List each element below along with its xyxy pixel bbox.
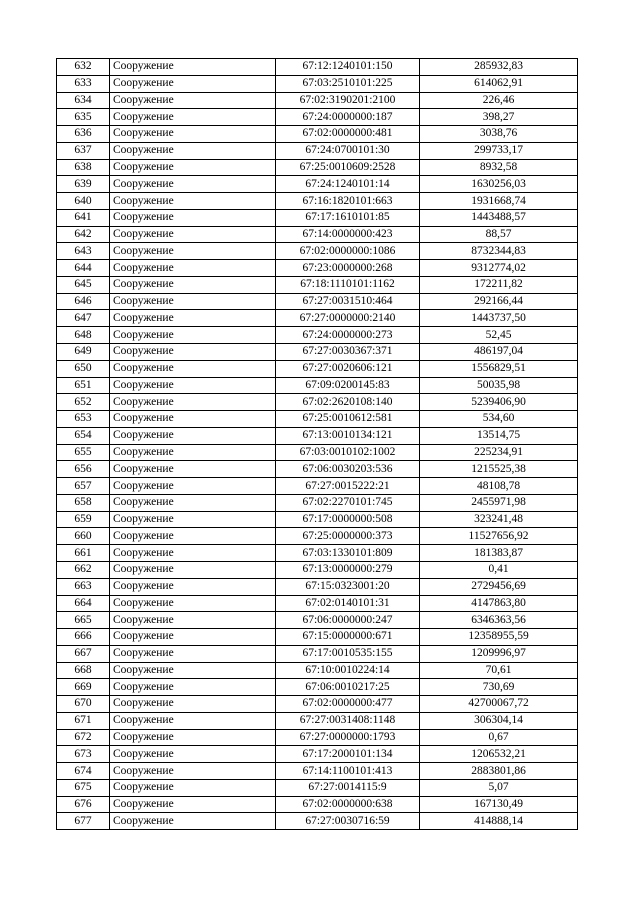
table-row (57, 746, 578, 763)
cadastral-number-cell: 67:02:3190201:2100 (276, 92, 420, 109)
row-number-cell: 654 (57, 427, 110, 444)
cadastral-value-cell: 5,07 (420, 779, 578, 796)
row-number-cell: 674 (57, 763, 110, 780)
cadastral-value-cell: 730,69 (420, 679, 578, 696)
object-type-cell: Сооружение (110, 360, 276, 377)
object-type-cell: Сооружение (110, 327, 276, 344)
object-type-cell: Сооружение (110, 561, 276, 578)
cadastral-number-cell: 67:27:0031510:464 (276, 293, 420, 310)
object-type-cell: Сооружение (110, 511, 276, 528)
table-row (57, 679, 578, 696)
table-row (57, 813, 578, 830)
cadastral-value-cell: 181383,87 (420, 545, 578, 562)
cadastral-value-cell: 50035,98 (420, 377, 578, 394)
row-number-cell: 677 (57, 813, 110, 830)
cadastral-number-cell: 67:27:0014115:9 (276, 779, 420, 796)
row-number-cell: 665 (57, 612, 110, 629)
table-row (57, 109, 578, 126)
cadastral-number-cell: 67:03:0010102:1002 (276, 444, 420, 461)
row-number-cell: 647 (57, 310, 110, 327)
row-number-cell: 667 (57, 645, 110, 662)
cadastral-value-cell: 226,46 (420, 92, 578, 109)
object-type-cell: Сооружение (110, 260, 276, 277)
cadastral-value-cell: 3038,76 (420, 126, 578, 143)
table-row (57, 595, 578, 612)
object-type-cell: Сооружение (110, 478, 276, 495)
table-row (57, 528, 578, 545)
cadastral-number-cell: 67:23:0000000:268 (276, 260, 420, 277)
table-row (57, 561, 578, 578)
row-number-cell: 644 (57, 260, 110, 277)
row-number-cell: 676 (57, 796, 110, 813)
row-number-cell: 653 (57, 411, 110, 428)
cadastral-value-cell: 5239406,90 (420, 394, 578, 411)
row-number-cell: 641 (57, 209, 110, 226)
cadastral-value-cell: 225234,91 (420, 444, 578, 461)
cadastral-number-cell: 67:27:0030367:371 (276, 344, 420, 361)
row-number-cell: 672 (57, 729, 110, 746)
row-number-cell: 658 (57, 494, 110, 511)
cadastral-value-cell: 0,67 (420, 729, 578, 746)
object-type-cell: Сооружение (110, 796, 276, 813)
object-type-cell: Сооружение (110, 59, 276, 76)
cadastral-value-cell: 172211,82 (420, 276, 578, 293)
object-type-cell: Сооружение (110, 595, 276, 612)
table-row (57, 545, 578, 562)
table-row (57, 696, 578, 713)
cadastral-number-cell: 67:03:2510101:225 (276, 75, 420, 92)
row-number-cell: 637 (57, 142, 110, 159)
cadastral-value-cell: 2455971,98 (420, 494, 578, 511)
row-number-cell: 673 (57, 746, 110, 763)
row-number-cell: 642 (57, 226, 110, 243)
row-number-cell: 645 (57, 276, 110, 293)
cadastral-value-cell: 6346363,56 (420, 612, 578, 629)
table-row (57, 461, 578, 478)
cadastral-number-cell: 67:02:0000000:638 (276, 796, 420, 813)
row-number-cell: 657 (57, 478, 110, 495)
cadastral-value-cell: 1443488,57 (420, 209, 578, 226)
object-type-cell: Сооружение (110, 612, 276, 629)
object-type-cell: Сооружение (110, 226, 276, 243)
row-number-cell: 675 (57, 779, 110, 796)
row-number-cell: 669 (57, 679, 110, 696)
table-row (57, 293, 578, 310)
object-type-cell: Сооружение (110, 645, 276, 662)
table-row (57, 75, 578, 92)
table-row (57, 427, 578, 444)
object-type-cell: Сооружение (110, 293, 276, 310)
table-row (57, 59, 578, 76)
cadastral-value-cell: 323241,48 (420, 511, 578, 528)
table-row (57, 645, 578, 662)
row-number-cell: 662 (57, 561, 110, 578)
object-type-cell: Сооружение (110, 411, 276, 428)
row-number-cell: 646 (57, 293, 110, 310)
table-row (57, 444, 578, 461)
cadastral-value-cell: 9312774,02 (420, 260, 578, 277)
cadastral-value-cell: 167130,49 (420, 796, 578, 813)
cadastral-number-cell: 67:24:0000000:273 (276, 327, 420, 344)
row-number-cell: 666 (57, 629, 110, 646)
object-type-cell: Сооружение (110, 494, 276, 511)
cadastral-number-cell: 67:13:0000000:279 (276, 561, 420, 578)
cadastral-value-cell: 1215525,38 (420, 461, 578, 478)
cadastral-value-cell: 2883801,86 (420, 763, 578, 780)
cadastral-value-cell: 306304,14 (420, 712, 578, 729)
cadastral-number-cell: 67:25:0000000:373 (276, 528, 420, 545)
cadastral-number-cell: 67:15:0323001:20 (276, 578, 420, 595)
row-number-cell: 660 (57, 528, 110, 545)
cadastral-number-cell: 67:06:0000000:247 (276, 612, 420, 629)
cadastral-number-cell: 67:02:0000000:477 (276, 696, 420, 713)
table-row (57, 310, 578, 327)
cadastral-value-cell: 1209996,97 (420, 645, 578, 662)
object-type-cell: Сооружение (110, 545, 276, 562)
object-type-cell: Сооружение (110, 344, 276, 361)
cadastral-value-cell: 1931668,74 (420, 193, 578, 210)
row-number-cell: 636 (57, 126, 110, 143)
row-number-cell: 634 (57, 92, 110, 109)
object-type-cell: Сооружение (110, 444, 276, 461)
table-row (57, 578, 578, 595)
cadastral-number-cell: 67:17:1610101:85 (276, 209, 420, 226)
cadastral-value-cell: 2729456,69 (420, 578, 578, 595)
table-row (57, 360, 578, 377)
object-type-cell: Сооружение (110, 126, 276, 143)
row-number-cell: 639 (57, 176, 110, 193)
cadastral-value-cell: 1556829,51 (420, 360, 578, 377)
cadastral-value-cell: 398,27 (420, 109, 578, 126)
cadastral-number-cell: 67:27:0030716:59 (276, 813, 420, 830)
table-row (57, 612, 578, 629)
cadastral-number-cell: 67:17:0010535:155 (276, 645, 420, 662)
table-row (57, 92, 578, 109)
table-row (57, 411, 578, 428)
object-type-cell: Сооружение (110, 142, 276, 159)
cadastral-value-cell: 8732344,83 (420, 243, 578, 260)
table-row (57, 126, 578, 143)
cadastral-value-cell: 42700067,72 (420, 696, 578, 713)
row-number-cell: 652 (57, 394, 110, 411)
row-number-cell: 632 (57, 59, 110, 76)
cadastral-value-cell: 48108,78 (420, 478, 578, 495)
object-type-cell: Сооружение (110, 528, 276, 545)
object-type-cell: Сооружение (110, 276, 276, 293)
cadastral-number-cell: 67:09:0200145:83 (276, 377, 420, 394)
row-number-cell: 649 (57, 344, 110, 361)
cadastral-number-cell: 67:06:0010217:25 (276, 679, 420, 696)
cadastral-number-cell: 67:17:2000101:134 (276, 746, 420, 763)
table-row (57, 763, 578, 780)
cadastral-number-cell: 67:06:0030203:536 (276, 461, 420, 478)
cadastral-number-cell: 67:02:0000000:481 (276, 126, 420, 143)
row-number-cell: 655 (57, 444, 110, 461)
row-number-cell: 663 (57, 578, 110, 595)
table-row (57, 193, 578, 210)
table-row (57, 344, 578, 361)
cadastral-value-cell: 1630256,03 (420, 176, 578, 193)
cadastral-number-cell: 67:24:0000000:187 (276, 109, 420, 126)
object-type-cell: Сооружение (110, 310, 276, 327)
cadastral-number-cell: 67:17:0000000:508 (276, 511, 420, 528)
cadastral-value-cell: 414888,14 (420, 813, 578, 830)
object-type-cell: Сооружение (110, 729, 276, 746)
object-type-cell: Сооружение (110, 779, 276, 796)
object-type-cell: Сооружение (110, 746, 276, 763)
cadastral-value-cell: 534,60 (420, 411, 578, 428)
object-type-cell: Сооружение (110, 176, 276, 193)
object-type-cell: Сооружение (110, 394, 276, 411)
table-row (57, 327, 578, 344)
object-type-cell: Сооружение (110, 712, 276, 729)
cadastral-number-cell: 67:14:0000000:423 (276, 226, 420, 243)
row-number-cell: 643 (57, 243, 110, 260)
cadastral-number-cell: 67:10:0010224:14 (276, 662, 420, 679)
table-row (57, 494, 578, 511)
object-type-cell: Сооружение (110, 109, 276, 126)
cadastral-value-cell: 299733,17 (420, 142, 578, 159)
cadastral-value-cell: 88,57 (420, 226, 578, 243)
cadastral-number-cell: 67:24:1240101:14 (276, 176, 420, 193)
row-number-cell: 638 (57, 159, 110, 176)
table-row (57, 377, 578, 394)
row-number-cell: 671 (57, 712, 110, 729)
row-number-cell: 635 (57, 109, 110, 126)
object-type-cell: Сооружение (110, 193, 276, 210)
object-type-cell: Сооружение (110, 209, 276, 226)
table-row (57, 712, 578, 729)
table-row (57, 511, 578, 528)
cadastral-value-cell: 8932,58 (420, 159, 578, 176)
row-number-cell: 650 (57, 360, 110, 377)
table-row (57, 779, 578, 796)
table-row (57, 159, 578, 176)
table-row (57, 142, 578, 159)
row-number-cell: 656 (57, 461, 110, 478)
cadastral-number-cell: 67:02:2620108:140 (276, 394, 420, 411)
table-row (57, 394, 578, 411)
cadastral-value-cell: 4147863,80 (420, 595, 578, 612)
cadastral-value-cell: 52,45 (420, 327, 578, 344)
row-number-cell: 661 (57, 545, 110, 562)
cadastral-number-cell: 67:27:0031408:1148 (276, 712, 420, 729)
table-row (57, 796, 578, 813)
row-number-cell: 659 (57, 511, 110, 528)
object-type-cell: Сооружение (110, 377, 276, 394)
cadastral-value-cell: 614062,91 (420, 75, 578, 92)
row-number-cell: 651 (57, 377, 110, 394)
table-row (57, 662, 578, 679)
cadastral-number-cell: 67:02:0140101:31 (276, 595, 420, 612)
table-row (57, 243, 578, 260)
object-type-cell: Сооружение (110, 662, 276, 679)
cadastral-value-cell: 11527656,92 (420, 528, 578, 545)
cadastral-value-cell: 0,41 (420, 561, 578, 578)
object-type-cell: Сооружение (110, 578, 276, 595)
object-type-cell: Сооружение (110, 679, 276, 696)
table-row (57, 209, 578, 226)
object-type-cell: Сооружение (110, 92, 276, 109)
cadastral-value-cell: 486197,04 (420, 344, 578, 361)
cadastral-number-cell: 67:13:0010134:121 (276, 427, 420, 444)
row-number-cell: 668 (57, 662, 110, 679)
table-row (57, 729, 578, 746)
cadastral-value-cell: 285932,83 (420, 59, 578, 76)
object-type-cell: Сооружение (110, 813, 276, 830)
table-row (57, 276, 578, 293)
table-row (57, 478, 578, 495)
table-row (57, 629, 578, 646)
cadastral-number-cell: 67:25:0010609:2528 (276, 159, 420, 176)
cadastral-number-cell: 67:27:0015222:21 (276, 478, 420, 495)
cadastral-number-cell: 67:27:0000000:1793 (276, 729, 420, 746)
cadastral-number-cell: 67:16:1820101:663 (276, 193, 420, 210)
cadastral-value-cell: 70,61 (420, 662, 578, 679)
table-body (57, 59, 578, 830)
table-row (57, 176, 578, 193)
row-number-cell: 670 (57, 696, 110, 713)
object-type-cell: Сооружение (110, 696, 276, 713)
cadastral-number-cell: 67:12:1240101:150 (276, 59, 420, 76)
cadastral-number-cell: 67:24:0700101:30 (276, 142, 420, 159)
row-number-cell: 648 (57, 327, 110, 344)
cadastral-number-cell: 67:14:1100101:413 (276, 763, 420, 780)
object-type-cell: Сооружение (110, 427, 276, 444)
row-number-cell: 640 (57, 193, 110, 210)
cadastral-value-table (56, 58, 578, 830)
cadastral-number-cell: 67:02:2270101:745 (276, 494, 420, 511)
cadastral-number-cell: 67:15:0000000:671 (276, 629, 420, 646)
cadastral-number-cell: 67:02:0000000:1086 (276, 243, 420, 260)
cadastral-number-cell: 67:18:1110101:1162 (276, 276, 420, 293)
object-type-cell: Сооружение (110, 159, 276, 176)
cadastral-value-cell: 292166,44 (420, 293, 578, 310)
table-row (57, 260, 578, 277)
cadastral-number-cell: 67:03:1330101:809 (276, 545, 420, 562)
cadastral-number-cell: 67:27:0020606:121 (276, 360, 420, 377)
cadastral-value-cell: 1206532,21 (420, 746, 578, 763)
cadastral-value-cell: 13514,75 (420, 427, 578, 444)
cadastral-value-cell: 12358955,59 (420, 629, 578, 646)
cadastral-number-cell: 67:27:0000000:2140 (276, 310, 420, 327)
object-type-cell: Сооружение (110, 763, 276, 780)
row-number-cell: 664 (57, 595, 110, 612)
object-type-cell: Сооружение (110, 243, 276, 260)
row-number-cell: 633 (57, 75, 110, 92)
object-type-cell: Сооружение (110, 461, 276, 478)
object-type-cell: Сооружение (110, 629, 276, 646)
table-row (57, 226, 578, 243)
object-type-cell: Сооружение (110, 75, 276, 92)
cadastral-value-cell: 1443737,50 (420, 310, 578, 327)
cadastral-number-cell: 67:25:0010612:581 (276, 411, 420, 428)
